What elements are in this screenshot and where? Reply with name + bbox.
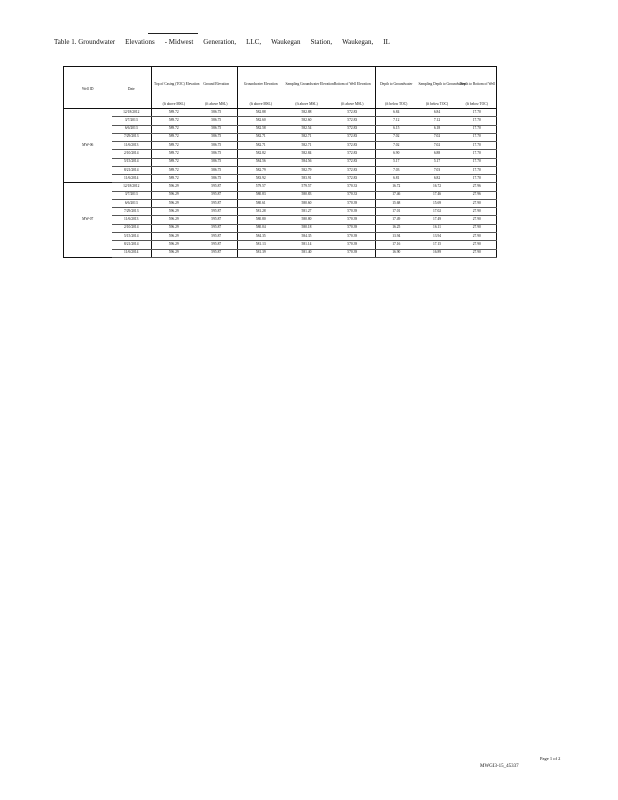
value-cell: 17.01 (376, 208, 417, 216)
value-cell: 589.72 (152, 150, 196, 158)
value-cell: 580.80 (284, 216, 330, 224)
value-cell: 584.56 (238, 158, 284, 166)
value-cell: 595.87 (196, 216, 238, 224)
value-cell: 17.70 (458, 133, 497, 141)
table-body (64, 109, 497, 258)
value-cell: 7.12 (417, 117, 458, 125)
value-cell: 586.75 (196, 109, 238, 117)
value-cell: 581.13 (238, 241, 284, 249)
value-cell: 6.90 (376, 150, 417, 158)
table-row (64, 232, 497, 240)
title-part: Waukegan, (342, 38, 374, 46)
value-cell: 589.72 (152, 133, 196, 141)
value-cell: 584.56 (284, 158, 330, 166)
title-part: Table 1. Groundwater (54, 38, 116, 46)
date-cell: 3/7/2013 (112, 191, 152, 199)
date-cell: 11/6/2013 (112, 216, 152, 224)
date-cell: 12/18/2012 (112, 183, 152, 191)
value-cell: 27.90 (458, 208, 497, 216)
value-cell: 6.18 (417, 125, 458, 133)
value-cell: 16.90 (376, 249, 417, 257)
value-cell: 7.12 (376, 117, 417, 125)
value-cell: 570.39 (330, 249, 376, 257)
value-cell: 27.90 (458, 216, 497, 224)
table-row (64, 142, 497, 150)
value-cell: 582.60 (284, 117, 330, 125)
value-cell: 5.17 (417, 158, 458, 166)
value-cell: 580.80 (238, 216, 284, 224)
value-cell: 596.29 (152, 191, 196, 199)
table-row (64, 125, 497, 133)
date-cell: 7/29/2013 (112, 208, 152, 216)
value-cell: 586.75 (196, 117, 238, 125)
value-cell: 595.87 (196, 224, 238, 232)
value-cell: 570.39 (330, 199, 376, 207)
value-cell: 589.72 (152, 166, 196, 174)
value-cell: 17.70 (458, 109, 497, 117)
page-title (54, 38, 454, 46)
value-cell: 582.71 (238, 142, 284, 150)
table-row (64, 117, 497, 125)
value-cell: 580.18 (284, 224, 330, 232)
value-cell: 572.83 (330, 166, 376, 174)
value-cell: 17.46 (376, 191, 417, 199)
value-cell: 572.83 (330, 150, 376, 158)
table-row (64, 191, 497, 199)
table-row (64, 249, 497, 257)
table-row (64, 109, 497, 117)
value-cell: 595.87 (196, 241, 238, 249)
unit-msl: (ft above MSL) (238, 101, 284, 109)
value-cell: 595.87 (196, 249, 238, 257)
value-cell: 570.39 (330, 224, 376, 232)
value-cell: 17.70 (458, 150, 497, 158)
value-cell: 17.70 (458, 142, 497, 150)
value-cell: 570.39 (330, 216, 376, 224)
value-cell: 581.27 (284, 208, 330, 216)
value-cell: 6.15 (376, 125, 417, 133)
table-row (64, 175, 497, 183)
date-cell: 2/10/2014 (112, 224, 152, 232)
header-ground: Ground Elevation (196, 67, 238, 102)
value-cell: 581.39 (238, 249, 284, 257)
value-cell: 17.49 (376, 216, 417, 224)
value-cell: 596.29 (152, 183, 196, 191)
value-cell: 17.70 (458, 125, 497, 133)
value-cell: 581.40 (284, 249, 330, 257)
value-cell: 13.94 (376, 232, 417, 240)
table-row (64, 224, 497, 232)
date-cell: 11/6/2013 (112, 142, 152, 150)
header-depth-gw: Depth to Groundwater (380, 81, 413, 86)
table-row (64, 133, 497, 141)
value-cell: 16.25 (376, 224, 417, 232)
value-cell: 27.90 (458, 241, 497, 249)
value-cell: 580.83 (284, 191, 330, 199)
header-date: Date (112, 67, 152, 102)
value-cell: 7.03 (376, 166, 417, 174)
table-row (64, 208, 497, 216)
value-cell: 595.87 (196, 183, 238, 191)
header-toc: Top of Casing (TOC) Elevation (154, 81, 200, 86)
value-cell: 16.72 (417, 183, 458, 191)
value-cell: 572.83 (330, 142, 376, 150)
value-cell: 580.60 (284, 199, 330, 207)
title-part: Elevations (125, 38, 155, 46)
value-cell: 582.79 (284, 166, 330, 174)
value-cell: 6.81 (376, 175, 417, 183)
value-cell: 589.72 (152, 158, 196, 166)
header-gw-elev: Groundwater Elevation (243, 81, 278, 86)
value-cell: 586.75 (196, 133, 238, 141)
date-cell: 11/6/2014 (112, 175, 152, 183)
value-cell: 586.75 (196, 175, 238, 183)
value-cell: 7.02 (417, 133, 458, 141)
value-cell: 17.70 (458, 117, 497, 125)
value-cell: 27.90 (458, 232, 497, 240)
value-cell: 579.57 (238, 183, 284, 191)
value-cell: 6.84 (376, 109, 417, 117)
groundwater-elevations-table (63, 66, 497, 258)
value-cell: 27.90 (458, 199, 497, 207)
value-cell: 7.02 (376, 142, 417, 150)
value-cell: 581.14 (284, 241, 330, 249)
value-cell: 582.58 (238, 125, 284, 133)
value-cell: 580.83 (238, 191, 284, 199)
value-cell: 586.75 (196, 158, 238, 166)
value-cell: 572.83 (330, 117, 376, 125)
header-bottom-well-elev: Bottom of Well Elevation (330, 67, 376, 102)
value-cell: 17.70 (458, 175, 497, 183)
value-cell: 582.84 (284, 150, 330, 158)
table-row (64, 241, 497, 249)
value-cell: 570.39 (330, 232, 376, 240)
value-cell: 583.92 (238, 175, 284, 183)
header-sampling-depth-gw: Sampling Depth to Groundwater (418, 81, 466, 86)
value-cell: 572.83 (330, 158, 376, 166)
title-part: Waukegan (271, 38, 301, 46)
value-cell: 589.72 (152, 125, 196, 133)
value-cell: 570.33 (330, 191, 376, 199)
unit-btoc: (ft below TOC) (376, 101, 417, 109)
value-cell: 27.90 (458, 249, 497, 257)
value-cell: 7.02 (417, 142, 458, 150)
date-cell: 5/15/2014 (112, 232, 152, 240)
well-id-cell: MW-06 (82, 142, 94, 147)
value-cell: 586.75 (196, 166, 238, 174)
value-cell: 17.16 (376, 241, 417, 249)
date-cell: 8/21/2014 (112, 166, 152, 174)
value-cell: 16.11 (417, 224, 458, 232)
title-part: Station, (310, 38, 333, 46)
value-cell: 16.89 (417, 249, 458, 257)
value-cell: 579.57 (284, 183, 330, 191)
value-cell: 581.28 (238, 208, 284, 216)
table-row (64, 183, 497, 191)
value-cell: 6.84 (417, 109, 458, 117)
value-cell: 596.29 (152, 249, 196, 257)
header-well-id: Well ID (82, 86, 94, 91)
unit-msl: (ft above MSL) (284, 101, 330, 109)
value-cell: 7.03 (417, 166, 458, 174)
value-cell: 580.61 (238, 199, 284, 207)
value-cell: 596.29 (152, 208, 196, 216)
value-cell: 582.82 (238, 150, 284, 158)
value-cell: 582.71 (284, 133, 330, 141)
value-cell: 589.72 (152, 117, 196, 125)
value-cell: 595.87 (196, 199, 238, 207)
value-cell: 582.88 (284, 109, 330, 117)
value-cell: 572.83 (330, 125, 376, 133)
date-cell: 8/21/2014 (112, 241, 152, 249)
value-cell: 572.83 (330, 109, 376, 117)
value-cell: 596.29 (152, 232, 196, 240)
value-cell: 589.72 (152, 175, 196, 183)
value-cell: 5.17 (376, 158, 417, 166)
header-depth-bottom: Depth to Bottom of Well (459, 81, 496, 86)
document-code: MWGI3-15_45337 (480, 764, 519, 769)
date-cell: 7/29/2013 (112, 133, 152, 141)
value-cell: 589.72 (152, 142, 196, 150)
value-cell: 6.88 (417, 150, 458, 158)
value-cell: 584.35 (284, 232, 330, 240)
value-cell: 17.70 (458, 158, 497, 166)
table-row (64, 216, 497, 224)
value-cell: 17.49 (417, 216, 458, 224)
date-cell: 12/18/2012 (112, 109, 152, 117)
value-cell: 582.88 (238, 109, 284, 117)
value-cell: 595.87 (196, 191, 238, 199)
value-cell: 596.29 (152, 216, 196, 224)
date-cell: 5/15/2014 (112, 158, 152, 166)
value-cell: 586.75 (196, 142, 238, 150)
value-cell: 595.87 (196, 232, 238, 240)
value-cell: 27.96 (458, 191, 497, 199)
value-cell: 582.54 (284, 125, 330, 133)
value-cell: 596.29 (152, 199, 196, 207)
unit-msl: (ft above MSL) (330, 101, 376, 109)
table-row (64, 199, 497, 207)
table-row (64, 166, 497, 174)
value-cell: 583.91 (284, 175, 330, 183)
table-row (64, 150, 497, 158)
value-cell: 570.39 (330, 241, 376, 249)
unit-btoc: (ft below TOC) (417, 101, 458, 109)
table-row (64, 158, 497, 166)
date-cell: 2/10/2014 (112, 150, 152, 158)
value-cell: 7.02 (376, 133, 417, 141)
value-cell: 13.94 (417, 232, 458, 240)
date-cell: 6/6/2013 (112, 125, 152, 133)
title-part: - Midwest (164, 38, 194, 46)
unit-msl: (ft above MSL) (196, 101, 238, 109)
value-cell: 589.72 (152, 109, 196, 117)
value-cell: 570.39 (330, 208, 376, 216)
value-cell: 582.79 (238, 166, 284, 174)
unit-btoc: (ft below TOC) (458, 101, 497, 109)
value-cell: 596.29 (152, 241, 196, 249)
date-cell: 3/7/2013 (112, 117, 152, 125)
title-underline (148, 33, 198, 34)
value-cell: 27.96 (458, 183, 497, 191)
title-part: LLC, (246, 38, 262, 46)
value-cell: 580.04 (238, 224, 284, 232)
value-cell: 582.60 (238, 117, 284, 125)
header-sampling-gw-elev: Sampling Groundwater Elevation (285, 81, 334, 86)
value-cell: 15.69 (417, 199, 458, 207)
title-part: Generation, (203, 38, 237, 46)
value-cell: 6.82 (417, 175, 458, 183)
value-cell: 15.68 (376, 199, 417, 207)
value-cell: 584.35 (238, 232, 284, 240)
value-cell: 596.29 (152, 224, 196, 232)
value-cell: 27.90 (458, 224, 497, 232)
value-cell: 572.83 (330, 175, 376, 183)
value-cell: 582.71 (238, 133, 284, 141)
value-cell: 582.71 (284, 142, 330, 150)
value-cell: 17.46 (417, 191, 458, 199)
value-cell: 17.70 (458, 166, 497, 174)
date-cell: 6/6/2013 (112, 199, 152, 207)
title-part: IL (383, 38, 390, 46)
unit-msl: (ft above MSL) (152, 101, 196, 109)
page-number: Page 1 of 2 (540, 756, 561, 761)
value-cell: 17.15 (417, 241, 458, 249)
value-cell: 586.75 (196, 125, 238, 133)
value-cell: 595.87 (196, 208, 238, 216)
value-cell: 570.33 (330, 183, 376, 191)
value-cell: 572.83 (330, 133, 376, 141)
date-cell: 11/6/2014 (112, 249, 152, 257)
value-cell: 17.02 (417, 208, 458, 216)
value-cell: 586.75 (196, 150, 238, 158)
well-id-cell: MW-07 (64, 183, 112, 258)
value-cell: 16.72 (376, 183, 417, 191)
